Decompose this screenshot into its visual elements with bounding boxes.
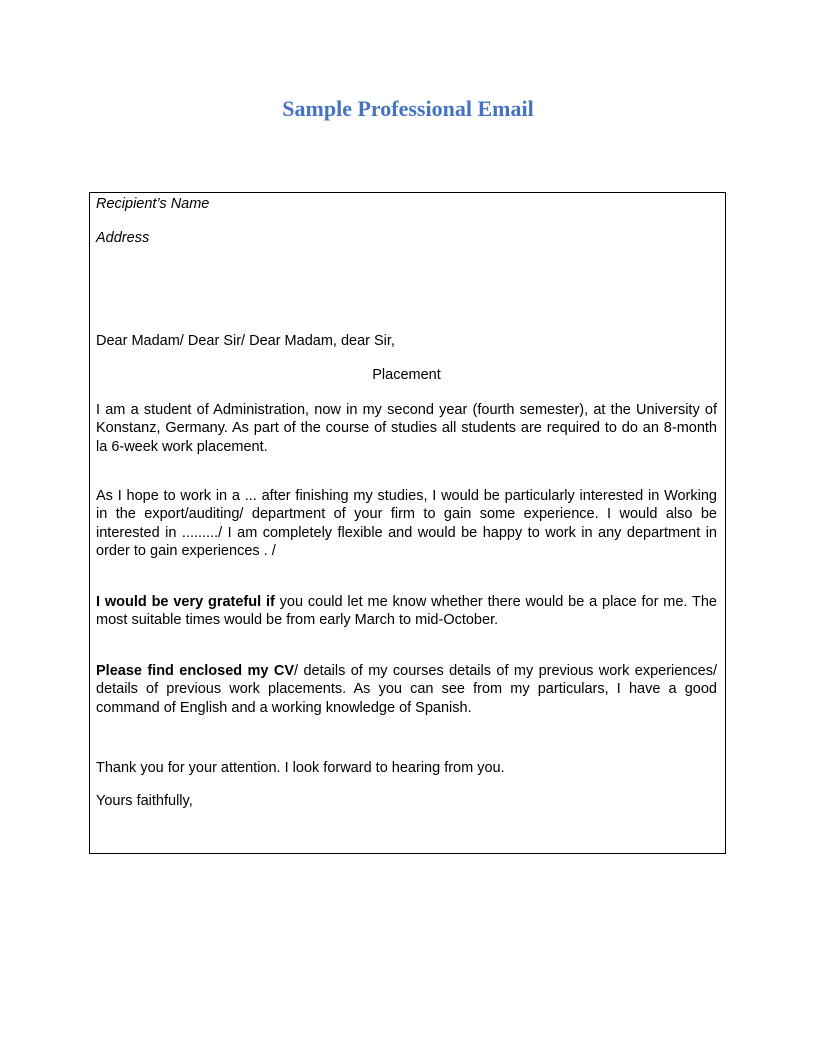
paragraph-enclosure — [96, 662, 717, 717]
closing-thanks: Thank you for your attention. I look forward to hearing from you. — [96, 760, 505, 776]
salutation: Dear Madam/ Dear Sir/ Dear Madam, dear Sir, — [96, 333, 395, 349]
subject-line: Placement — [372, 367, 441, 383]
paragraph-interest: As I hope to work in a ... after finishing my studies, I would be particularly interested in Working in the export/auditing/ department of your firm to gain some experience. I would also be interested in ........./ I am completely flexible and would be happy to work in any department in order to gain experiences . / — [96, 488, 717, 559]
paragraph-request-text: you could let me know whether there would be a place for me. The most suitable times would be from early March to mid-October. — [96, 594, 717, 629]
letter-box — [89, 192, 726, 854]
recipient-name: Recipient’s Name — [96, 196, 210, 212]
paragraph-request-emphasis: I would be very grateful if — [96, 594, 275, 610]
paragraph-request — [96, 593, 717, 630]
document-title: Sample Professional Email — [282, 96, 534, 121]
sign-off: Yours faithfully, — [96, 793, 193, 809]
paragraph-enclosure-text: / details of my courses details of my previous work experiences/ details of previous work placements. As you can see from my particulars, I have a good command of English and a working knowledge of Spanish. — [96, 663, 717, 716]
recipient-address: Address — [96, 230, 150, 246]
paragraph-enclosure-emphasis: Please find enclosed my CV — [96, 663, 295, 679]
paragraph-introduction: I am a student of Administration, now in my second year (fourth semester), at the University of Konstanz, Germany. As part of the course of studies all students are required to do an 8-month la 6-week work placement. — [96, 402, 717, 455]
